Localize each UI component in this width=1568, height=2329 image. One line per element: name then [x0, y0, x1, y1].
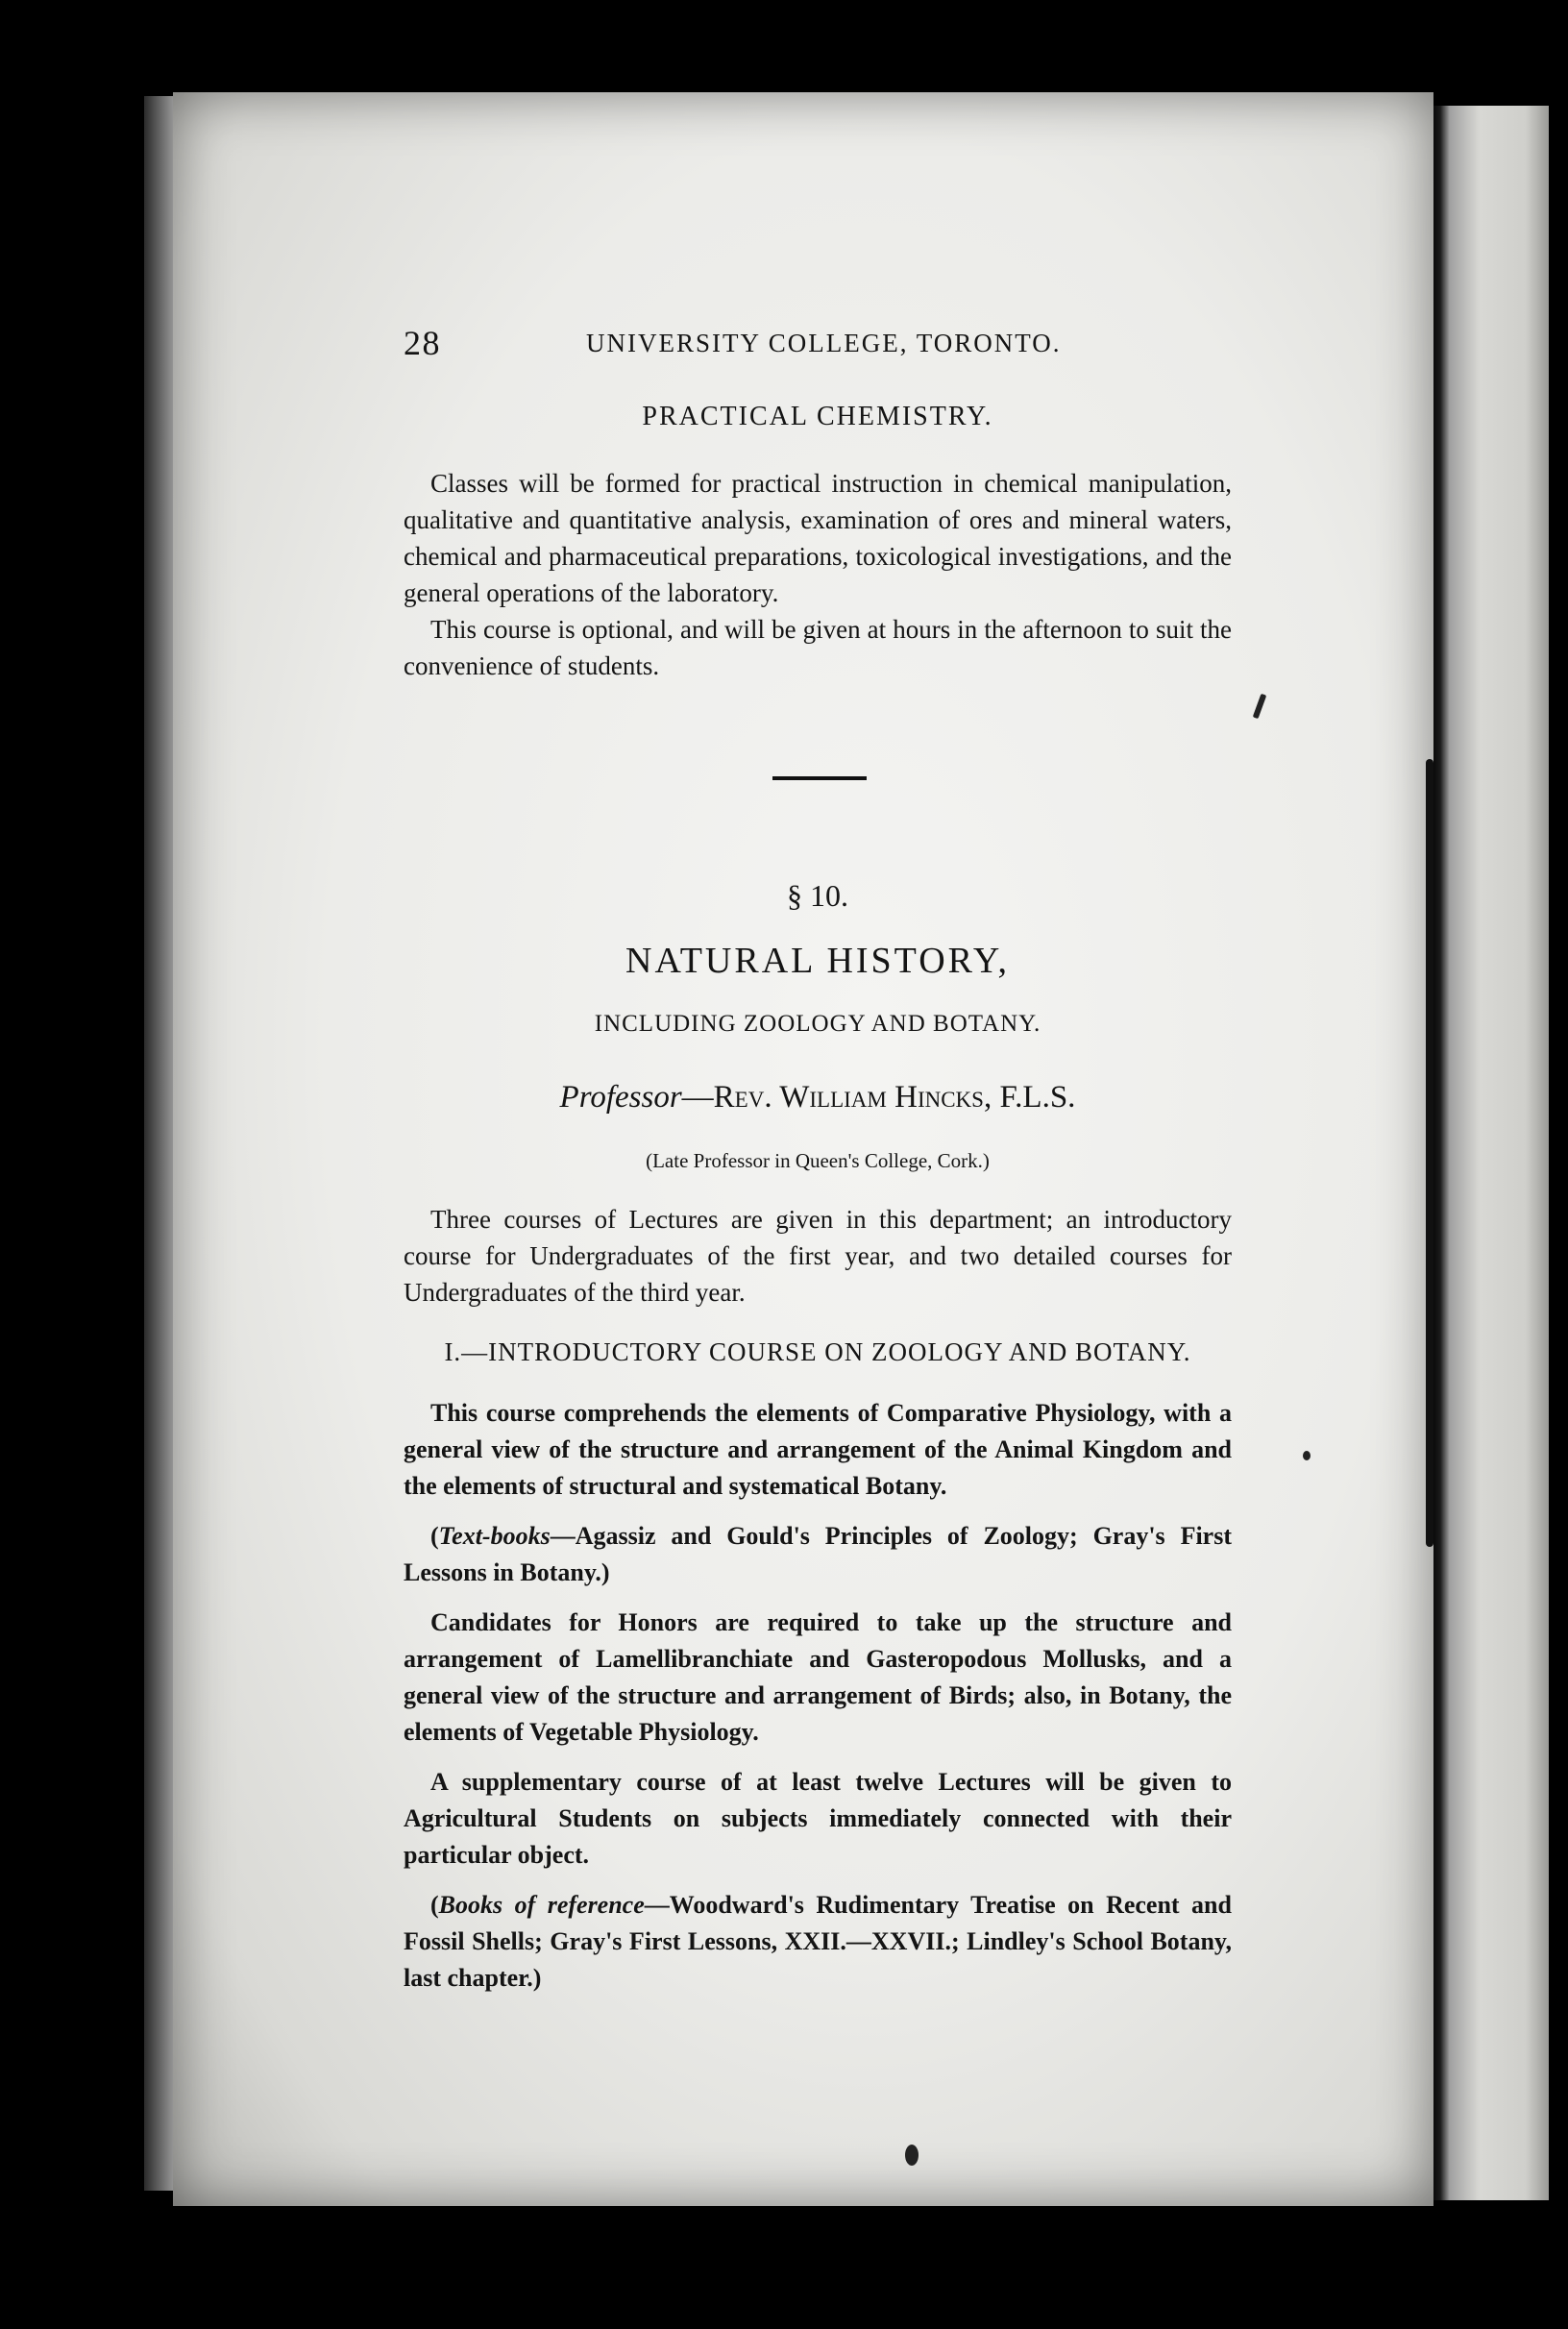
honors-paragraph: Candidates for Honors are required to take up the structure and arrangement of Lamellibranchiate and Gasteropodous Mollusks, and a general view of the structure and arrangement of Birds; also, in Botany, the elements of Vegetable Physiology. — [404, 1608, 1232, 1746]
introductory-course-body — [404, 1395, 1232, 1997]
practical-chemistry-body — [404, 465, 1232, 684]
scan-speck — [1303, 1451, 1311, 1460]
introductory-course-paragraph: This course comprehends the elements of Comparative Physiology, with a general view of the structure and arrangement of the Animal Kingdom and the elements of structural and systematical Botany. — [404, 1399, 1232, 1500]
supplementary-paragraph: A supplementary course of at least twelve Lectures will be given to Agricultural Students on subjects immediately connected with their particular object. — [404, 1768, 1232, 1869]
running-head-title: UNIVERSITY COLLEGE, TORONTO. — [586, 329, 1062, 357]
professor-name: —Rev. William Hincks, F.L.S. — [681, 1080, 1076, 1115]
reference-label: Books of reference — [438, 1891, 645, 1919]
section-subtitle: INCLUDING ZOOLOGY AND BOTANY. — [594, 1011, 1041, 1037]
reference-paragraph: (Books of reference—Woodward's Rudimentary Treatise on Recent and Fossil Shells; Gray's First Lessons, XXII.—XXVII.; Lindley's School Botany, last chapter.) — [404, 1891, 1232, 1992]
practical-chemistry-paragraph-2: This course is optional, and will be given at hours in the afternoon to suit the convenience of students. — [404, 615, 1232, 680]
section-intro-paragraph: Three courses of Lectures are given in this department; an introductory course for Undergraduates of the first year, and two detailed courses for Undergraduates of the third year. — [404, 1205, 1232, 1307]
textbooks-paragraph: (Text-books—Agassiz and Gould's Principles of Zoology; Gray's First Lessons in Botany.) — [404, 1522, 1232, 1586]
section-number: § 10. — [787, 878, 848, 913]
scan-speck — [905, 2145, 919, 2166]
section-title: NATURAL HISTORY, — [625, 941, 1010, 981]
textbooks-text: —Agassiz and Gould's Principles of Zoology; Gray's First Lessons in Botany.) — [404, 1522, 1232, 1586]
introductory-course-heading: I.—INTRODUCTORY COURSE ON ZOOLOGY AND BOTANY. — [444, 1337, 1191, 1366]
page-edge-rule — [1426, 759, 1433, 1547]
reference-text: —Woodward's Rudimentary Treatise on Recent and Fossil Shells; Gray's First Lessons, XXII.—XXVII.; Lindley's School Botany, last chapter.) — [404, 1891, 1232, 1992]
practical-chemistry-heading: PRACTICAL CHEMISTRY. — [642, 402, 993, 431]
facing-page-edge — [1433, 106, 1549, 2200]
textbooks-label: Text-books — [438, 1522, 551, 1550]
professor-line — [404, 1080, 1232, 1115]
practical-chemistry-paragraph-1: Classes will be formed for practical instruction in chemical manipulation, qualitative and quantitative analysis, examination of ores and mineral waters, chemical and pharmaceutical preparations, toxicological investigations, and the general operations of the laboratory. — [404, 469, 1232, 607]
professor-label: Professor — [559, 1080, 682, 1115]
section-divider-rule — [772, 776, 867, 780]
section-intro — [404, 1201, 1232, 1311]
professor-note: (Late Professor in Queen's College, Cork.) — [646, 1149, 990, 1172]
page-number: 28 — [404, 324, 441, 362]
